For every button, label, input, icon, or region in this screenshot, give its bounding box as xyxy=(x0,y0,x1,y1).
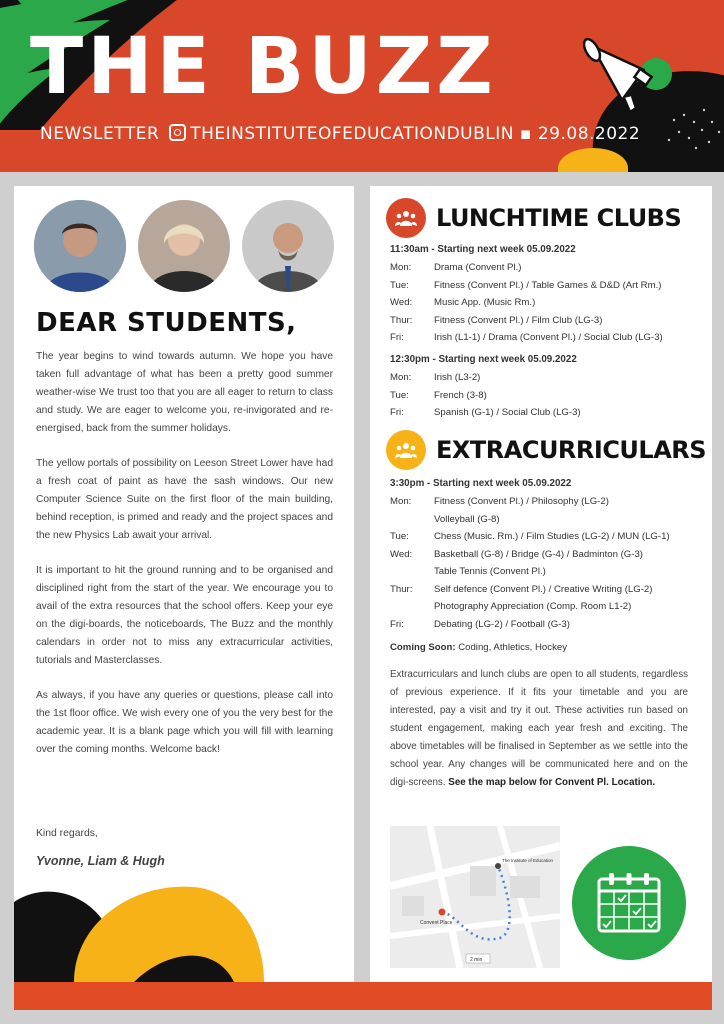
lunchtime-schedule-1130 xyxy=(390,244,700,347)
schedule-activity: Self defence (Convent Pl.) / Creative Writing (LG-2) xyxy=(434,583,653,595)
letter-paragraph: It is important to hit the ground running and to be organised and disciplined right from the start of the year. We encourage you to avail of the extra resources that the school offers. Keep your eye on the digi-boards, the noticeboards, The Buzz and the monthly calendars in order not to miss any extracurricular activities, tutorials and Masterclasses. xyxy=(36,565,333,666)
map-institute-label: The Institute of Education xyxy=(502,858,554,863)
letter-paragraph: The year begins to wind towards autumn. We hope you have taken full advantage of what has been a pretty good summer weather-wise We trust too that you are all eager to return to class and study. We are eager to welcome you, re-invigorated and re-energised, back from the summer holidays. xyxy=(36,351,333,434)
group-icon xyxy=(386,430,426,470)
extracurricular-schedule xyxy=(390,478,700,633)
schedule-row xyxy=(390,404,700,422)
welcome-letter-panel xyxy=(14,186,354,982)
newsletter-subline xyxy=(40,124,640,144)
schedule-activity: Irish (L1-1) / Drama (Convent Pl.) / Social Club (LG-3) xyxy=(434,332,663,343)
letter-body xyxy=(36,348,333,776)
schedule-activity: Table Tennis (Convent Pl.) xyxy=(434,566,546,577)
schedule-day xyxy=(390,563,434,581)
schedule-day xyxy=(390,598,434,616)
schedule-day: Mon: xyxy=(390,496,412,507)
schedule-row xyxy=(390,329,700,347)
coming-soon xyxy=(390,642,567,653)
schedule-activity: French (3-8) xyxy=(434,389,487,401)
footer-bar xyxy=(14,982,712,1010)
issue-date: 29.08.2022 xyxy=(537,124,641,144)
clubs-info-text: Extracurriculars and lunch clubs are open to all students, regardless of previous experience. If it fits your timetable and you are interested, pay a visit and try it out. These activities run based on student engagement, making each year fresh and exciting. The above timetables will be finalised in September as we settle into the school year. Any changes will be communicated here and on the digi-screens. xyxy=(390,669,688,788)
schedule-row xyxy=(390,277,700,295)
letter-paragraph: The yellow portals of possibility on Leeson Street Lower have had a fresh coat of paint as have the sash windows. Our new Computer Science Suite on the first floor of the main building, behind reception, is primed and ready and the project spaces and the new Physics Lab await your arrival. xyxy=(36,458,333,541)
extracurriculars-title: EXTRACURRICULARS xyxy=(436,436,707,464)
schedule-activity: Basketball (G-8) / Bridge (G-4) / Badminton (G-3) xyxy=(434,548,643,560)
newsletter-title: THE BUZZ xyxy=(30,22,497,112)
schedule-day: Fri: xyxy=(390,332,404,343)
group-icon xyxy=(386,198,426,238)
schedule-row xyxy=(390,581,700,599)
schedule-row xyxy=(390,511,700,529)
portrait-photo-3 xyxy=(242,200,334,292)
schedule-day: Mon: xyxy=(390,372,412,383)
schedule-row xyxy=(390,369,700,387)
schedule-day: Wed: xyxy=(390,548,413,560)
schedule-day: Mon: xyxy=(390,262,412,273)
schedule-time-header: 12:30pm - Starting next week 05.09.2022 xyxy=(390,354,577,365)
blob-decoration-bottom xyxy=(14,882,354,982)
portrait-photo-1 xyxy=(34,200,126,292)
schedule-activity: Volleyball (G-8) xyxy=(434,513,500,525)
letter-closing: Kind regards, xyxy=(36,828,98,839)
instagram-handle: THEINSTITUTEOFEDUCATIONDUBLIN xyxy=(190,124,514,144)
clubs-panel xyxy=(370,186,712,982)
map-note: See the map below for Convent Pl. Location. xyxy=(448,777,656,788)
schedule-day: Tue: xyxy=(390,389,409,401)
letter-signature: Yvonne, Liam & Hugh xyxy=(36,854,165,868)
schedule-day: Thur: xyxy=(390,314,413,326)
lunchtime-clubs-title: LUNCHTIME CLUBS xyxy=(436,204,682,232)
map-scale-label: 2 min xyxy=(470,957,483,963)
lunchtime-clubs-heading xyxy=(386,198,681,238)
letter-greeting: DEAR STUDENTS, xyxy=(36,308,297,338)
schedule-row xyxy=(390,312,700,330)
schedule-day: Fri: xyxy=(390,407,404,418)
schedule-day xyxy=(390,511,434,529)
schedule-day: Fri: xyxy=(390,618,404,630)
schedule-row xyxy=(390,259,700,277)
letter-paragraph: As always, if you have any queries or questions, please call into the 1st floor office. We wish every one of you the very best for the academic year. It is a blank page which you will fill with learning over the coming months. Welcome back! xyxy=(36,690,333,755)
lunchtime-schedule-1230 xyxy=(390,354,700,422)
coming-soon-label: Coming Soon: xyxy=(390,642,456,653)
schedule-activity: Chess (Music. Rm.) / Film Studies (LG-2) / MUN (LG-1) xyxy=(434,531,670,542)
newsletter-label: NEWSLETTER xyxy=(40,124,160,144)
schedule-activity: Debating (LG-2) / Football (G-3) xyxy=(434,618,570,630)
schedule-time-header: 11:30am - Starting next week 05.09.2022 xyxy=(390,244,576,255)
clubs-info-paragraph xyxy=(390,666,688,792)
schedule-day: Tue: xyxy=(390,279,409,291)
schedule-row xyxy=(390,294,700,312)
schedule-row xyxy=(390,528,700,546)
schedule-activity: Drama (Convent Pl.) xyxy=(434,262,522,273)
megaphone-icon xyxy=(578,28,676,116)
portrait-photo-2 xyxy=(138,200,230,292)
schedule-activity: Photography Appreciation (Comp. Room L1-2) xyxy=(434,601,632,612)
schedule-activity: Fitness (Convent Pl.) / Table Games & D&D (Art Rm.) xyxy=(434,279,662,291)
extracurriculars-heading xyxy=(386,430,706,470)
schedule-activity: Fitness (Convent Pl.) / Philosophy (LG-2) xyxy=(434,496,609,507)
schedule-activity: Fitness (Convent Pl.) / Film Club (LG-3) xyxy=(434,314,603,326)
schedule-activity: Spanish (G-1) / Social Club (LG-3) xyxy=(434,407,581,418)
instagram-icon xyxy=(169,124,186,141)
map-place-label: Convent Place xyxy=(420,920,453,926)
schedule-activity: Irish (L3-2) xyxy=(434,372,481,383)
separator: ▪ xyxy=(519,124,532,144)
schedule-time-header: 3:30pm - Starting next week 05.09.2022 xyxy=(390,478,572,489)
calendar-icon xyxy=(572,846,686,960)
masthead xyxy=(0,0,724,172)
schedule-day: Thur: xyxy=(390,583,413,595)
schedule-row xyxy=(390,616,700,634)
schedule-row xyxy=(390,387,700,405)
schedule-activity: Music App. (Music Rm.) xyxy=(434,297,536,308)
coming-soon-text: Coding, Athletics, Hockey xyxy=(455,642,567,653)
schedule-row xyxy=(390,546,700,564)
schedule-row xyxy=(390,563,700,581)
schedule-day: Wed: xyxy=(390,297,413,308)
schedule-row xyxy=(390,493,700,511)
convent-place-map[interactable] xyxy=(390,826,560,968)
schedule-row xyxy=(390,598,700,616)
schedule-day: Tue: xyxy=(390,531,409,542)
